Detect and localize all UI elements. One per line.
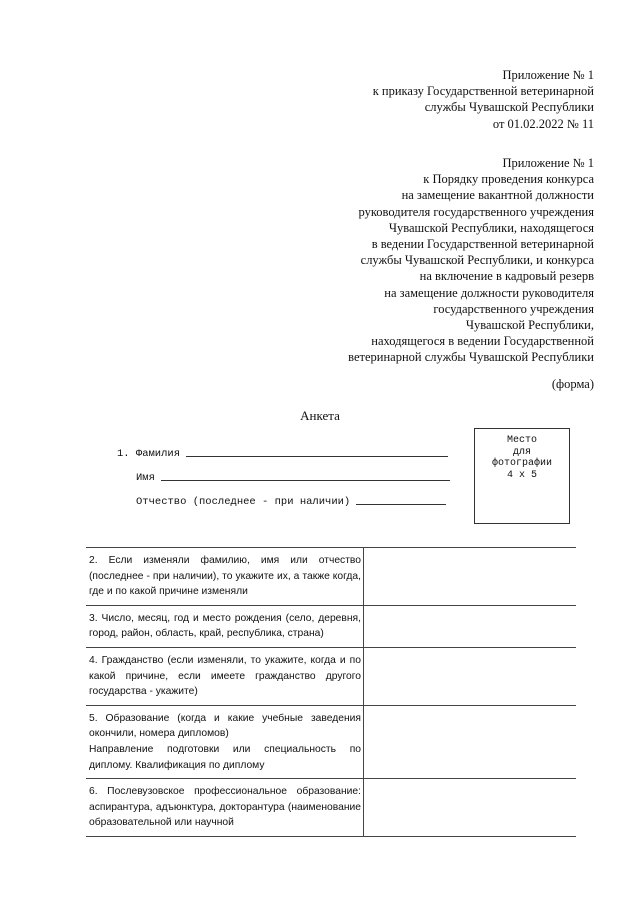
table-row — [86, 705, 576, 778]
appendix-line: ветеринарной службы Чувашской Республики — [348, 350, 594, 365]
table-row — [86, 647, 576, 705]
appendix-line: находящегося в ведении Государственной — [371, 334, 594, 349]
photo-box-line: Место — [506, 435, 537, 446]
question-cell — [86, 548, 364, 606]
name-input-line[interactable] — [161, 479, 450, 481]
table-row — [86, 779, 576, 837]
appendix-line: в ведении Государственной ветеринарной — [371, 237, 594, 252]
table-row — [86, 605, 576, 647]
appendix-line: на замещение вакантной должности — [401, 188, 594, 203]
surname-label: 1. Фамилия — [117, 448, 181, 460]
surname-field[interactable] — [117, 448, 448, 460]
appendix-line: службы Чувашской Республики, и конкурса — [360, 253, 594, 268]
surname-input-line[interactable] — [186, 455, 448, 457]
appendix-line: службы Чувашской Республики — [424, 100, 594, 115]
question-cell — [86, 705, 364, 778]
question-text: 3. Число, месяц, год и место рождения (село, деревня, город, район, область, край, республика, страна) — [89, 612, 361, 640]
appendix-line: на включение в кадровый резерв — [419, 269, 594, 284]
question-text: 6. Послевузовское профессиональное образование: аспирантура, адъюнктура, докторантура (наименование образовательной или научной — [89, 786, 361, 829]
appendix-line: Приложение № 1 — [502, 68, 594, 82]
answer-cell[interactable] — [364, 779, 577, 837]
question-text: 5. Образование (когда и какие учебные заведения окончили, номера дипломов) — [89, 712, 361, 740]
photo-box-line: 4 х 5 — [506, 469, 537, 481]
photo-placeholder — [474, 428, 570, 524]
question-text: Направление подготовки или специальность по диплому. Квалификация по диплому — [89, 743, 361, 771]
question-cell — [86, 605, 364, 647]
question-text: 2. Если изменяли фамилию, имя или отчество (последнее - при наличии), то укажите их, а также когда, где и по какой причине изменяли — [89, 555, 361, 598]
question-cell — [86, 779, 364, 837]
table-row — [86, 548, 576, 606]
name-field[interactable] — [136, 472, 450, 484]
photo-box-line: для — [512, 446, 531, 458]
appendix-line: от 01.02.2022 № 11 — [492, 116, 594, 131]
photo-box-line: фотографии — [491, 458, 552, 470]
document-title: Анкета — [300, 408, 340, 423]
patronymic-label: Отчество (последнее - при наличии) — [136, 496, 351, 508]
form-label: (форма) — [551, 377, 594, 391]
question-text: 4. Гражданство (если изменяли, то укажите, когда и по какой причине, если имеете гражданство другого государства - укажите) — [89, 654, 361, 698]
appendix-line: государственного учреждения — [433, 301, 594, 316]
patronymic-field[interactable] — [136, 496, 446, 508]
answer-cell[interactable] — [364, 548, 577, 606]
appendix-line: Чувашской Республики, находящегося — [388, 220, 594, 235]
patronymic-input-line[interactable] — [356, 503, 446, 505]
appendix-line: Чувашской Республики, — [465, 318, 594, 333]
answer-cell[interactable] — [364, 705, 577, 778]
appendix-order-header — [373, 67, 594, 132]
appendix-line: к приказу Государственной ветеринарной — [372, 84, 594, 99]
appendix-line: к Порядку проведения конкурса — [423, 172, 594, 187]
answer-cell[interactable] — [364, 647, 577, 705]
question-cell — [86, 647, 364, 705]
appendix-procedure-header — [348, 155, 594, 366]
appendix-line: руководителя государственного учреждения — [358, 204, 594, 219]
appendix-line: Приложение № 1 — [502, 156, 594, 170]
questionnaire-table — [86, 547, 576, 837]
name-label: Имя — [136, 472, 155, 484]
appendix-line: на замещение должности руководителя — [384, 285, 594, 300]
answer-cell[interactable] — [364, 605, 577, 647]
